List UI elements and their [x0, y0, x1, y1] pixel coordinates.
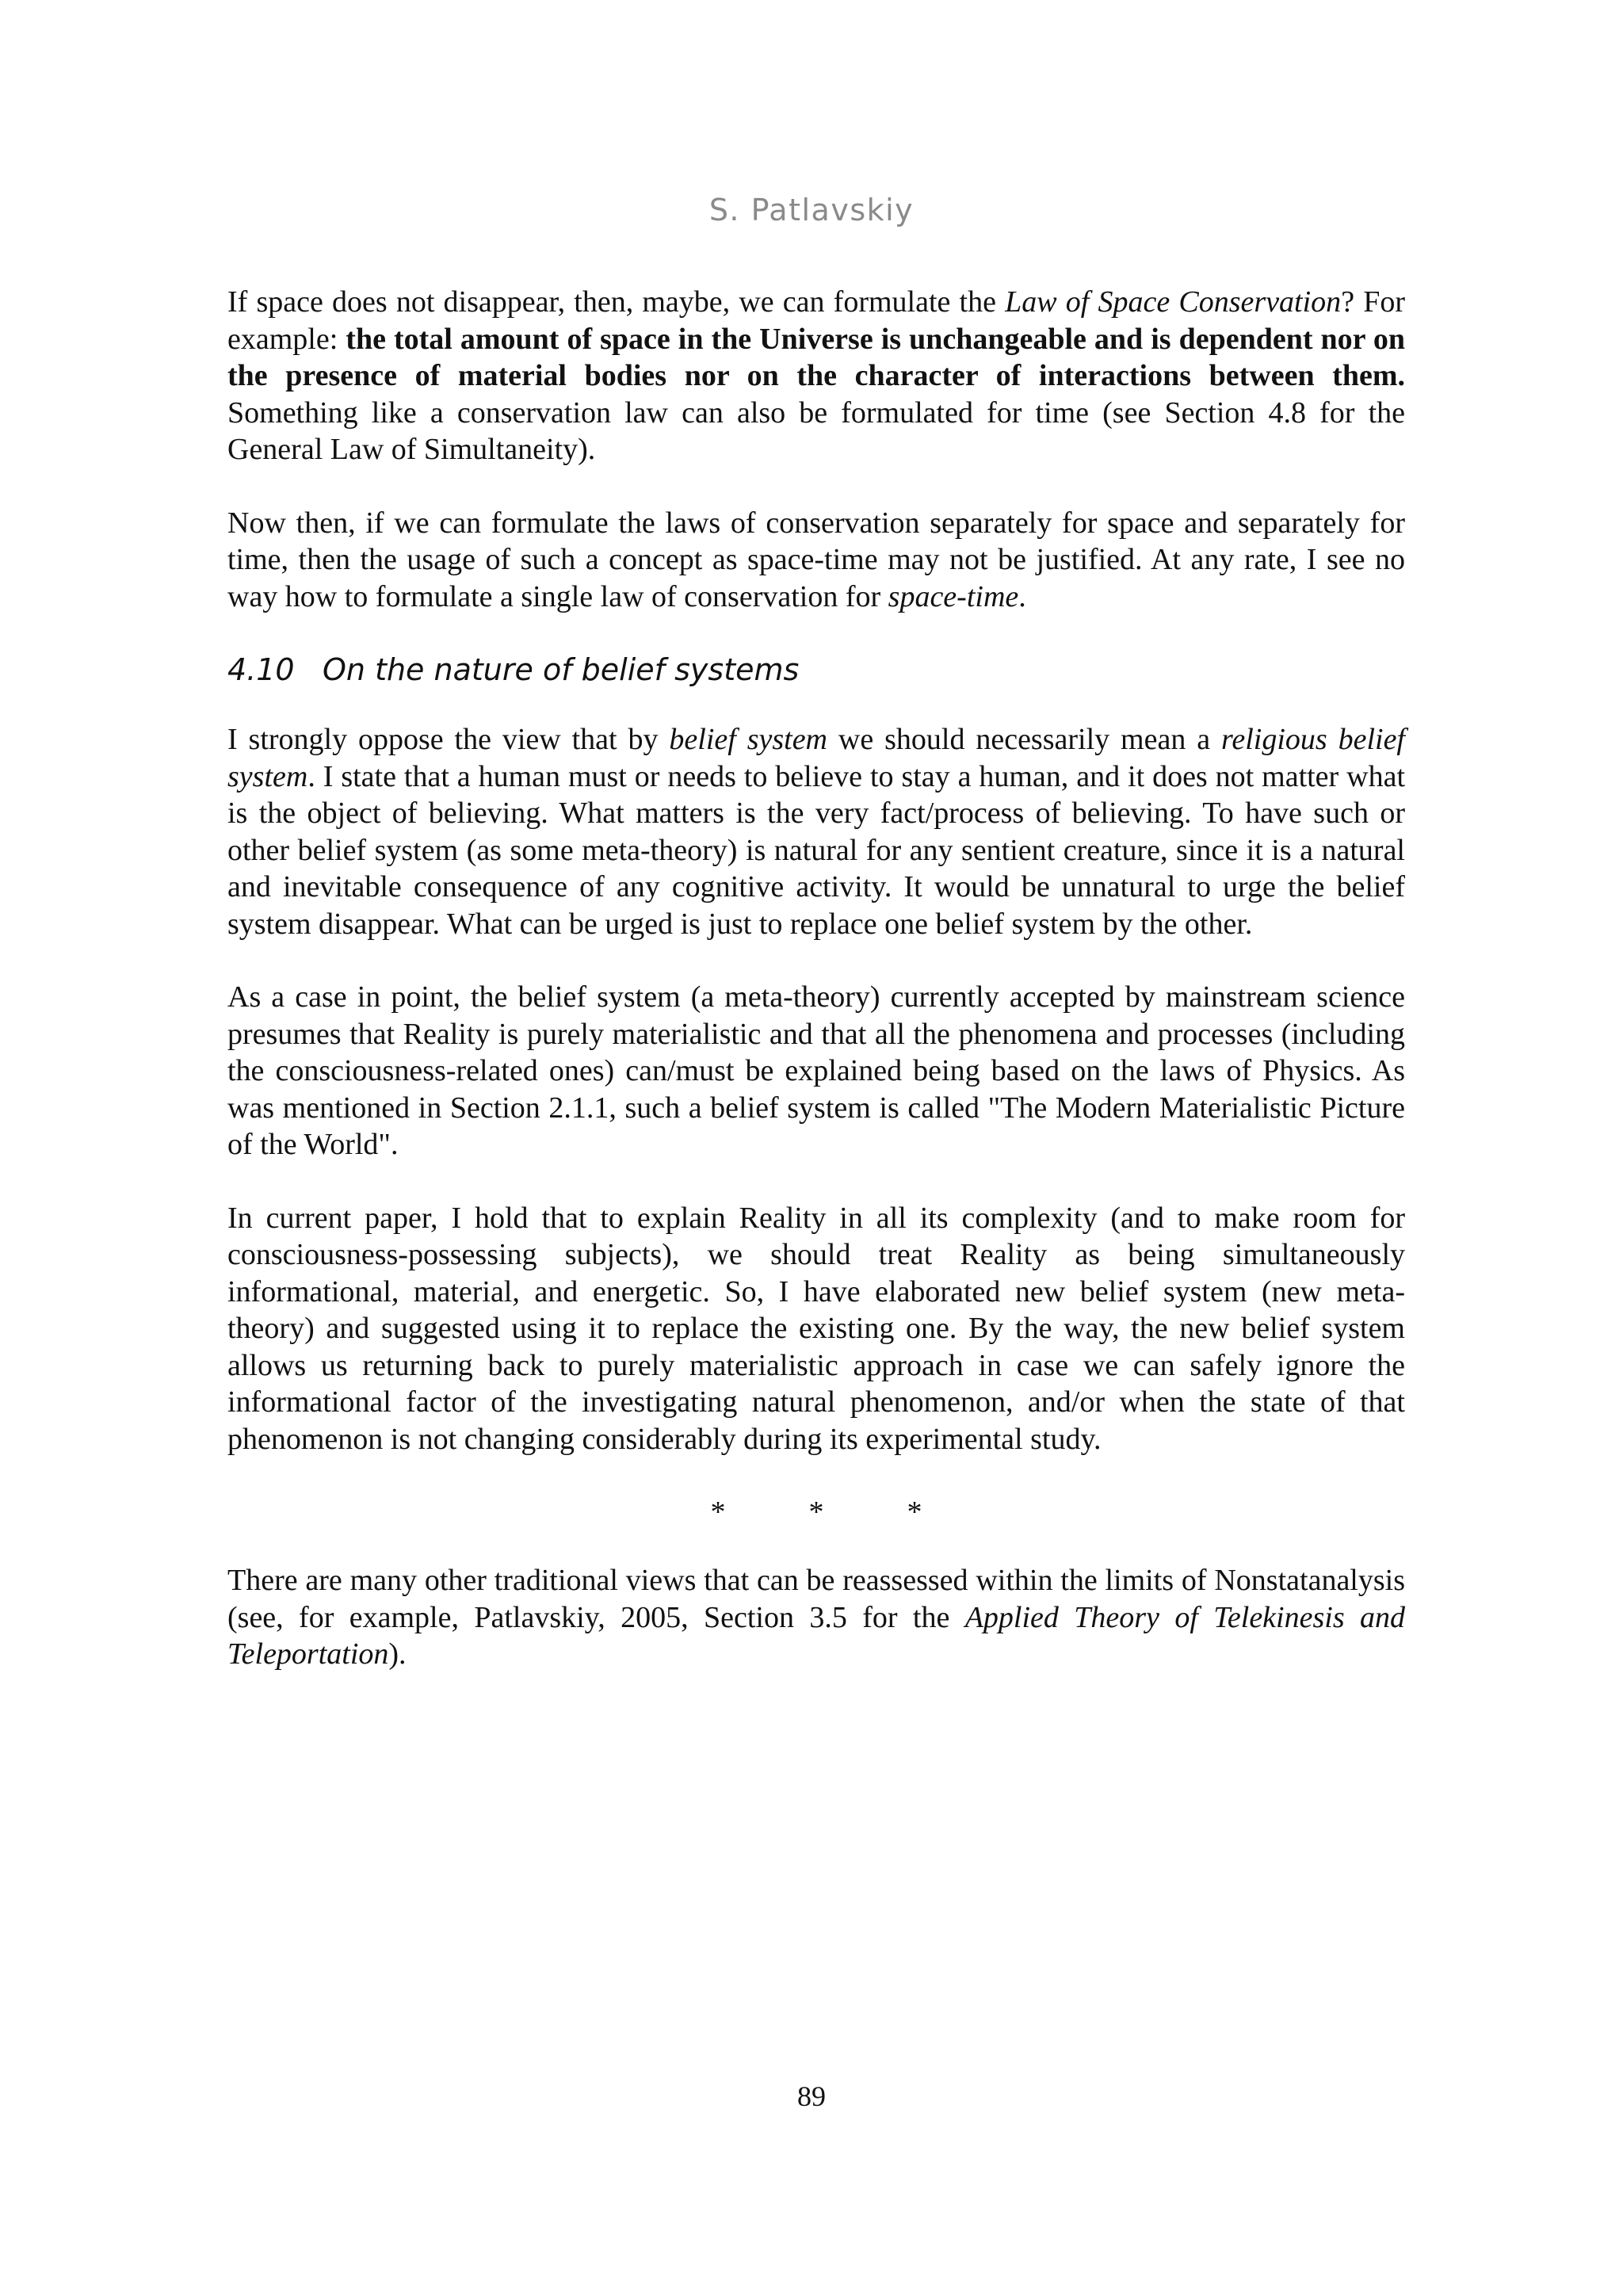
- italic-term: Applied Theory of Telekinesis and Teleportation: [227, 1600, 1405, 1671]
- text-run: .: [1018, 579, 1026, 613]
- separator-asterisk: *: [710, 1496, 726, 1529]
- text-run: ? For example:: [227, 285, 1406, 356]
- italic-term: belief system: [669, 723, 827, 756]
- text-run: . I state that a human must or needs to believe to stay a human, and it does not matter what is the object of believing. What matters is the very fact/process of believing. To have such or other belief system (as some meta-theory) is natural for any sentient creature, since it is a natural and inevitable consequence of any cognitive activity. It would be unnatural to urge the belief system disappear. What can be urged is just to replace one belief system by the other.: [227, 759, 1405, 941]
- text-run: If space does not disappear, then, maybe, we can formulate the: [227, 285, 1006, 319]
- italic-term: Law of Space Conservation: [1005, 285, 1342, 319]
- text-run: we should necessarily mean a: [827, 723, 1221, 756]
- section-separator: [227, 1494, 1405, 1530]
- paragraph-current-paper: In current paper, I hold that to explain Reality in all its complexity (and to make room for consciousness-possessing subjects), we should treat Reality as being simultaneously informational, material, and energetic. So, I have elaborated new belief system (new meta-theory) and suggested using it to replace the existing one. By the way, the new belief system allows us returning back to purely materialistic approach in case we can safely ignore the informational factor of the investigating natural phenomenon, and/or when the state of that phenomenon is not changing considerably during its experimental study.: [227, 1201, 1405, 1456]
- separator-asterisk: *: [808, 1496, 824, 1529]
- text-run: I strongly oppose the view that by: [227, 723, 670, 756]
- paragraph-traditional-views: [227, 1562, 1405, 1673]
- paragraph-belief-system: [227, 721, 1405, 942]
- bold-statement: the total amount of space in the Universe is unchangeable and is dependent nor on the presence of material bodies nor on the character of interactions between them.: [227, 322, 1405, 392]
- text-run: Now then, if we can formulate the laws of conservation separately for space and separately for time, then the usage of such a concept as space-time may not be justified. At any rate, I see no way how to formulate a single law of conservation for: [227, 506, 1405, 613]
- text-run: ).: [388, 1637, 407, 1671]
- section-title: On the nature of belief systems: [323, 652, 800, 687]
- section-number: 4.10: [227, 652, 295, 687]
- paragraph-mainstream-science: As a case in point, the belief system (a meta-theory) currently accepted by mainstream science presumes that Reality is purely materialistic and that all the phenomena and processes (including the consciousness-related ones) can/must be explained being based on the laws of Physics. As was mentioned in Section 2.1.1, such a belief system is called "The Modern Materialistic Picture of the World".: [227, 980, 1405, 1161]
- text-run: There are many other traditional views that can be reassessed within the limits of Nonstatanalysis (see, for example, Patlavskiy, 2005, Section 3.5 for the: [227, 1564, 1405, 1634]
- paragraph-space-time: [227, 505, 1405, 616]
- italic-term: religious belief system: [227, 723, 1405, 793]
- separator-asterisk: *: [907, 1496, 922, 1529]
- running-header: S. Patlavskiy: [708, 193, 915, 227]
- section-heading: [227, 651, 1405, 688]
- body-text: [227, 284, 1405, 1673]
- text-run: Something like a conservation law can also be formulated for time (see Section 4.8 for the General Law of Simultaneity).: [227, 395, 1405, 466]
- page-number: 89: [797, 2080, 826, 2112]
- italic-term: space-time: [888, 579, 1019, 613]
- paragraph-space-conservation: [227, 284, 1405, 468]
